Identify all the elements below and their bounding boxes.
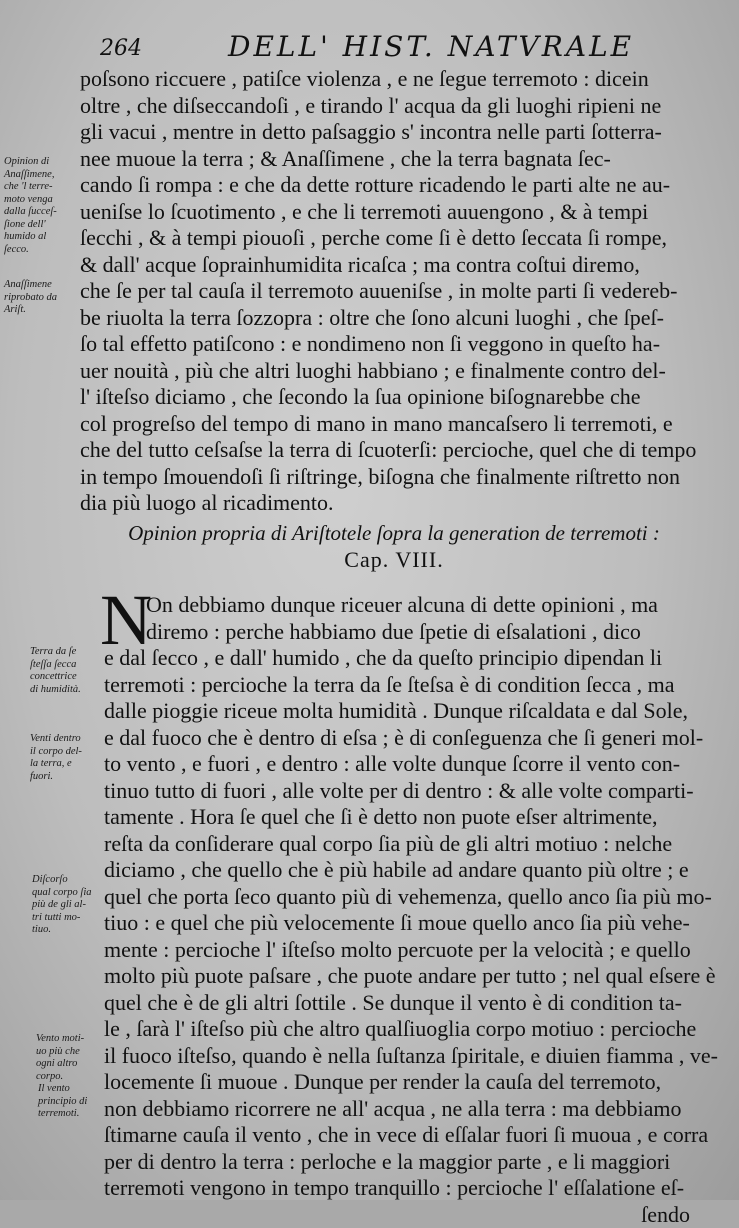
page-number: 264: [100, 36, 142, 61]
margin-note-anassimene: Opinion di Anaſſimene, che 'l terre- moto venga dalla ſucceſ- ſione dell' humido al ſecco.: [4, 156, 80, 256]
margin-note-riprobato: Anaſſimene riprobato da Ariſt.: [4, 279, 80, 317]
text-line: dia più luogo al ricadimento.: [80, 490, 708, 517]
text-line: le , ſarà l' iſteſso più che altro qualſiuoglia corpo motiuo : percioche: [104, 1016, 710, 1043]
text-line: mente : percioche l' iſteſso molto percuote per la velocità ; e quello: [104, 937, 710, 964]
text-line: tamente . Hora ſe quel che ſi è detto non puote eſser altrimente,: [104, 804, 710, 831]
text-line: il fuoco iſteſso, quando è nella ſuſtanza ſpiritale, e diuien fiamma , ve-: [104, 1043, 710, 1070]
text-line: non debbiamo ricorrere ne all' acqua , ne alla terra : ma debbiamo: [104, 1096, 710, 1123]
text-line: col progreſso del tempo di mano in mano mancaſsero li terremoti, e: [80, 411, 708, 438]
text-line: terremoti vengono in tempo tranquillo : percioche l' eſſalatione eſ-: [104, 1175, 710, 1202]
text-line: poſsono riccuere , patiſce violenza , e ne ſegue terremoto : dicein: [80, 66, 708, 93]
text-line: ſtimarne cauſa il vento , che in vece di eſſalar fuori ſi muoua , e corra: [104, 1122, 710, 1149]
page-header: [0, 30, 739, 70]
text-line: ſo tal effetto patiſcono : e nondimeno non ſi veggono in queſto ha-: [80, 331, 708, 358]
text-line: ſendo: [104, 1202, 710, 1228]
text-line: uer nouità , più che altri luoghi habbiano ; e finalmente contro del-: [80, 358, 708, 385]
text-line: ſecchi , & à tempi piouoſi , perche come ſi è detto ſeccata ſi rompe,: [80, 225, 708, 252]
text-line: gli vacui , mentre in detto paſsaggio s' incontra nelle parti ſotterra-: [80, 119, 708, 146]
margin-note-terra-secca: Terra da ſe ſteſſa ſecca concettrice di humidità.: [30, 646, 102, 696]
drop-cap: N: [100, 590, 152, 650]
text-line: dalle pioggie riceue molta humidità . Dunque riſcaldata e dal Sole,: [104, 698, 710, 725]
text-line: quel che è de gli altri ſottile . Se dunque il vento è di condition ta-: [104, 990, 710, 1017]
text-line: to vento , e fuori , e dentro : alle volte dunque ſcorre il vento con-: [104, 751, 710, 778]
text-line: tinuo tutto di fuori , alle volte per di dentro : & alle volte comparti-: [104, 778, 710, 805]
margin-note-vento-motiuo: Vento moti- uo più che ogni altro corpo.: [36, 1033, 108, 1083]
text-line: per di dentro la terra : perloche e la maggior parte , e li maggiori: [104, 1149, 710, 1176]
text-line: oltre , che diſseccandoſi , e tirando l' acqua da gli luoghi ripieni ne: [80, 93, 708, 120]
text-line: l' iſteſso diciamo , che ſecondo la ſua opinione biſognarebbe che: [80, 384, 708, 411]
margin-note-discorso: Diſcorſo qual corpo ſia più de gli al- tri tutti mo- tiuo.: [32, 874, 104, 937]
running-head: DELL' HIST. NATVRALE: [228, 30, 634, 63]
text-line: e dal fuoco che è dentro di eſsa ; è di conſeguenza che ſi generi mol-: [104, 725, 710, 752]
text-line: diremo : perche habbiamo due ſpetie di eſsalationi , dico: [104, 619, 710, 646]
chapter-heading: [80, 520, 708, 574]
margin-note-principio: Il vento principio di terremoti.: [38, 1083, 110, 1121]
text-line: diciamo , che quello che è più habile ad andare quanto più oltre ; e: [104, 857, 710, 884]
text-line: quel che porta ſeco quanto più di vehemenza, quello anco ſia più mo-: [104, 884, 710, 911]
text-line: e dal ſecco , e dall' humido , che da queſto principio dipendan li: [104, 645, 710, 672]
text-line: molto più puote paſsare , che puote andare per tutto ; nel qual eſsere è: [104, 963, 710, 990]
chapter-title: Opinion propria di Ariſtotele ſopra la generation de terremoti :: [80, 520, 708, 546]
top-text-block: [80, 66, 708, 517]
text-line: tiuo : e quel che più velocemente ſi moue quello anco ſia più vehe-: [104, 910, 710, 937]
text-line: che del tutto ceſsaſse la terra di ſcuoterſi: percioche, quel che di tempo: [80, 437, 708, 464]
text-line: On debbiamo dunque riceuer alcuna di dette opinioni , ma: [104, 592, 710, 619]
text-line: cando ſi rompa : e che da dette rotture ricadendo le parti alte ne au-: [80, 172, 708, 199]
chapter-number: Cap. VIII.: [80, 546, 708, 574]
text-line: che ſe per tal cauſa il terremoto auueniſse , in molte parti ſi vedereb-: [80, 278, 708, 305]
text-line: terremoti : percioche la terra da ſe ſteſsa è di condition ſecca , ma: [104, 672, 710, 699]
text-line: nee muoue la terra ; & Anaſſimene , che la terra bagnata ſec-: [80, 146, 708, 173]
text-line: reſta da conſiderare qual corpo ſia più de gli altri motiuo : nelche: [104, 831, 710, 858]
text-line: in tempo ſmouendoſi ſi riſtringe, biſogna che finalmente riſtretto non: [80, 464, 708, 491]
chapter-text-block: [104, 592, 710, 1228]
text-line: ueniſse lo ſcuotimento , e che li terremoti auuengono , & à tempi: [80, 199, 708, 226]
text-line: & dall' acque ſoprainhumidita ricaſca ; ma contra coſtui diremo,: [80, 252, 708, 279]
text-line: locemente ſi muoue . Dunque per render la cauſa del terremoto,: [104, 1069, 710, 1096]
margin-note-venti-dentro: Venti dentro il corpo del- la terra, e fuori.: [30, 733, 102, 783]
text-line: be riuolta la terra ſozzopra : oltre che ſono alcuni luoghi , che ſpeſ-: [80, 305, 708, 332]
